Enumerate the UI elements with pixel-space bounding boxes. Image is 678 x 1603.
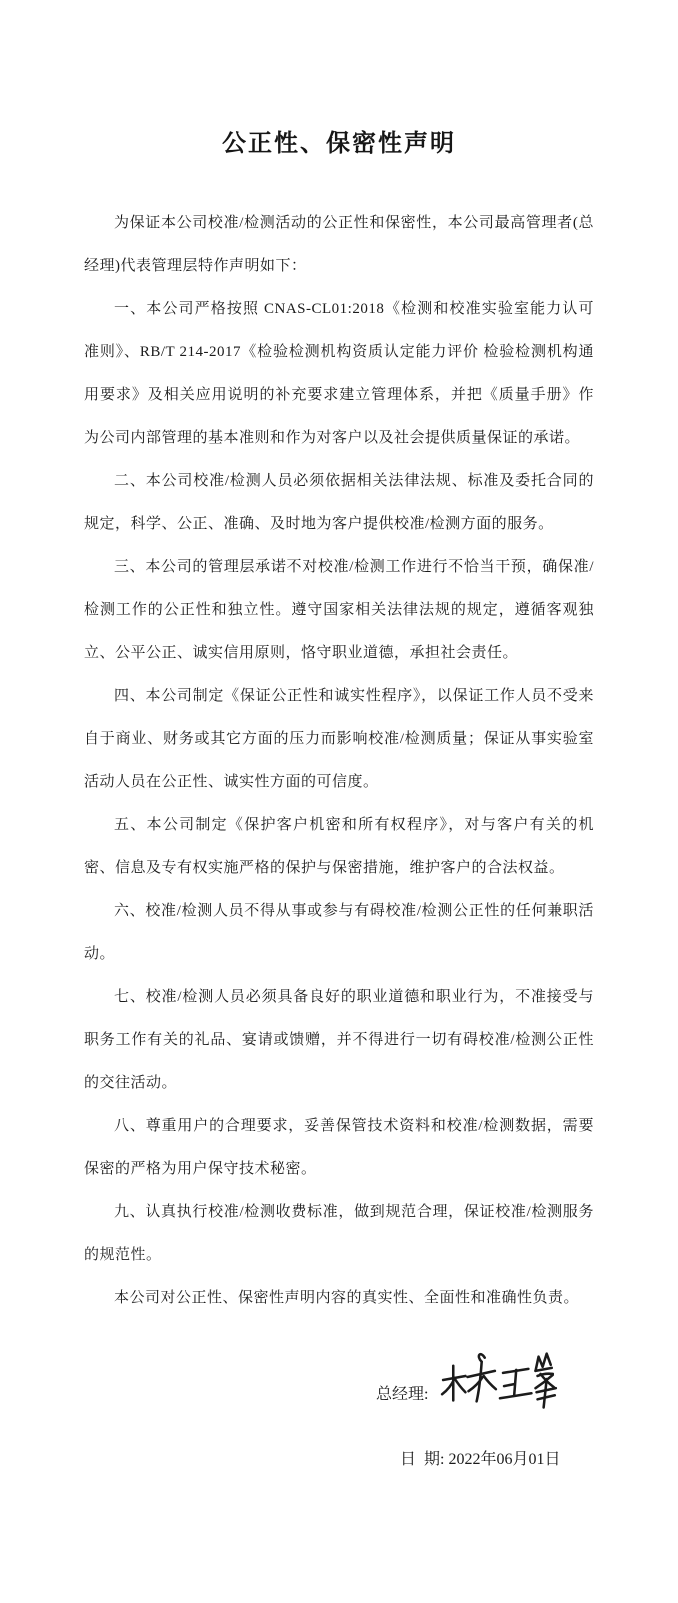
- date-label: 日 期:: [400, 1451, 449, 1468]
- signature-strokes-icon: [436, 1347, 568, 1409]
- statement-item-4: 四、本公司制定《保证公正性和诚实性程序》，以保证工作人员不受来自于商业、财务或其它方面的压力而影响校准/检测质量；保证从事实验室活动人员在公正性、诚实性方面的可信度。: [84, 688, 594, 790]
- signature-row: [376, 1346, 594, 1408]
- handwritten-signature: [436, 1347, 568, 1414]
- statement-item-2: 二、本公司校准/检测人员必须依据相关法律法规、标准及委托合同的规定，科学、公正、准确、及时地为客户提供校准/检测方面的服务。: [84, 473, 594, 532]
- statement-item-7: 七、校准/检测人员必须具备良好的职业道德和职业行为，不准接受与职务工作有关的礼品、宴请或馈赠，并不得进行一切有碍校准/检测公正性的交往活动。: [84, 989, 594, 1091]
- date-row: [376, 1418, 594, 1502]
- document-title: 公正性、保密性声明: [222, 131, 456, 157]
- date-value: 2022年06月01日: [448, 1451, 561, 1468]
- general-manager-label: 总经理:: [376, 1386, 429, 1403]
- statement-item-8: 八、尊重用户的合理要求，妥善保管技术资料和校准/检测数据，需要保密的严格为用户保守技术秘密。: [84, 1118, 594, 1177]
- statement-item-1: 一、本公司严格按照 CNAS-CL01:2018《检测和校准实验室能力认可准则》、RB/T 214-2017《检验检测机构资质认定能力评价 检验检测机构通用要求》及相关应用说明的补充要求建立管理体系，并把《质量手册》作为公司内部管理的基本准则和作为对客户以及社会提供质量保证的承诺。: [84, 301, 594, 446]
- intro-paragraph: 为保证本公司校准/检测活动的公正性和保密性，本公司最高管理者(总经理)代表管理层特作声明如下：: [84, 215, 594, 274]
- signature-block: [84, 1346, 594, 1502]
- statement-item-9: 九、认真执行校准/检测收费标准，做到规范合理，保证校准/检测服务的规范性。: [84, 1204, 594, 1263]
- statement-item-3: 三、本公司的管理层承诺不对校准/检测工作进行不恰当干预，确保准/检测工作的公正性和独立性。遵守国家相关法律法规的规定，遵循客观独立、公平公正、诚实信用原则，恪守职业道德，承担社会责任。: [84, 559, 594, 661]
- statement-item-6: 六、校准/检测人员不得从事或参与有碍校准/检测公正性的任何兼职活动。: [84, 903, 594, 962]
- document-body: [84, 202, 594, 1320]
- statement-item-5: 五、本公司制定《保护客户机密和所有权程序》，对与客户有关的机密、信息及专有权实施严格的保护与保密措施，维护客户的合法权益。: [84, 817, 594, 876]
- closing-paragraph: 本公司对公正性、保密性声明内容的真实性、全面性和准确性负责。: [114, 1290, 580, 1306]
